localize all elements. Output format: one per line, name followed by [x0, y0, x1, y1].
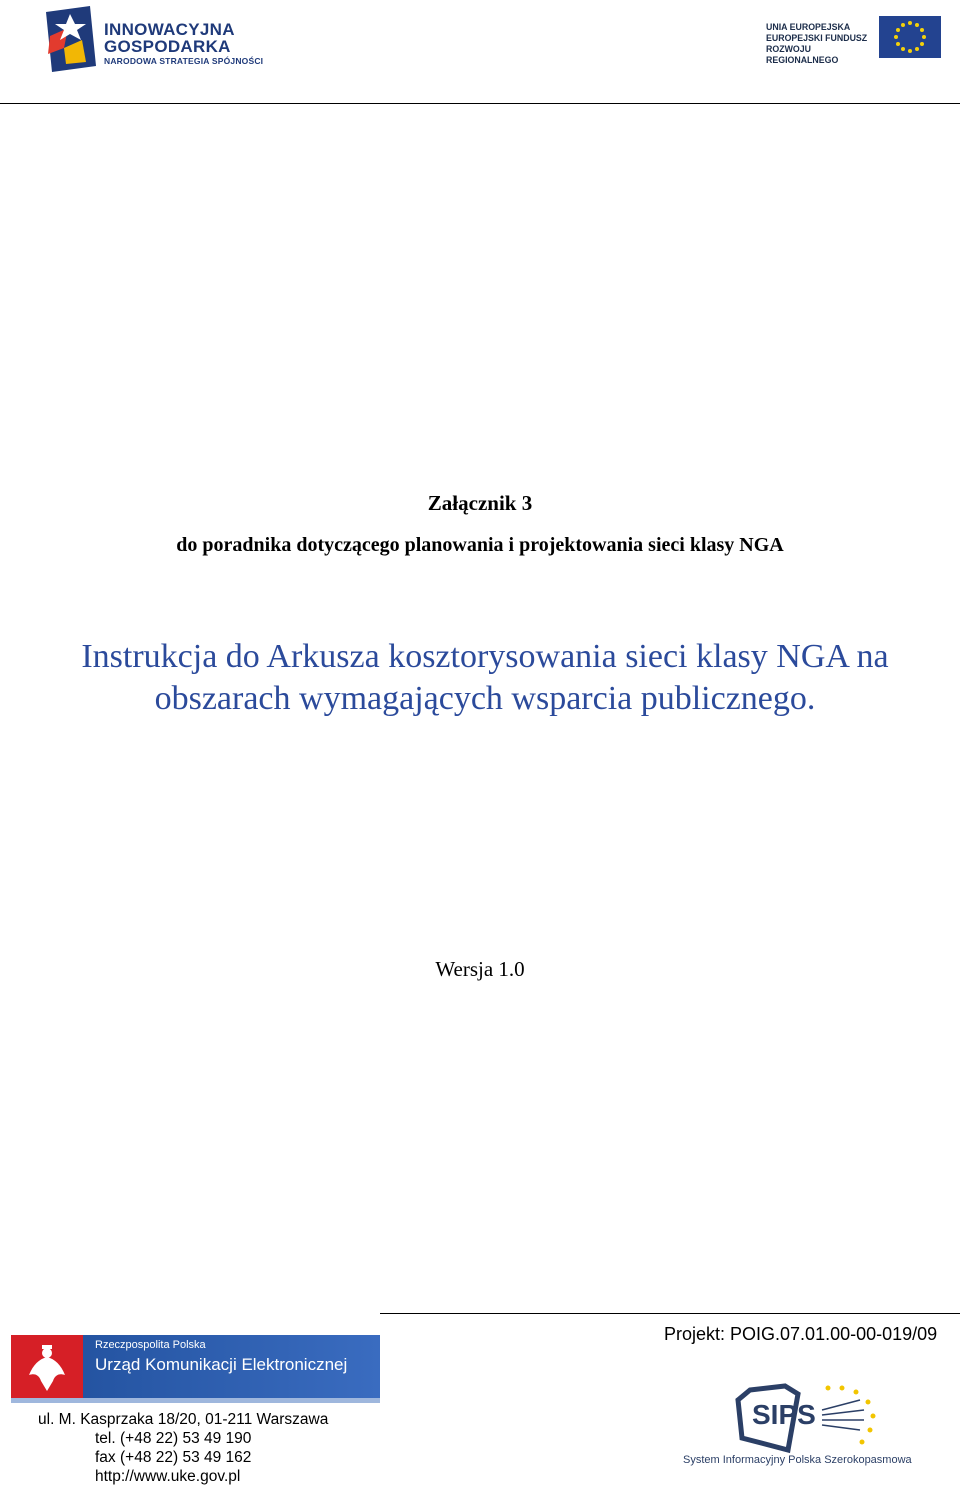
phone-line: tel. (+48 22) 53 49 190	[95, 1430, 252, 1447]
sips-logo	[730, 1380, 880, 1458]
uke-office-name: Urząd Komunikacji Elektronicznej	[95, 1355, 348, 1374]
footer-divider	[380, 1313, 960, 1314]
website-link[interactable]: http://www.uke.gov.pl	[95, 1468, 241, 1485]
address-line: ul. M. Kasprzaka 18/20, 01-211 Warszawa	[38, 1411, 329, 1428]
uke-country: Rzeczpospolita Polska	[95, 1339, 206, 1351]
sips-wordmark: SIPS	[752, 1399, 816, 1430]
ue-line3: ROZWOJU REGIONALNEGO	[766, 44, 839, 65]
project-number: Projekt: POIG.07.01.00-00-019/09	[664, 1324, 938, 1344]
fax-line: fax (+48 22) 53 49 162	[95, 1449, 252, 1466]
eu-flag-icon	[879, 16, 941, 58]
ig-logo-line3: NARODOWA STRATEGIA SPÓJNOŚCI	[104, 56, 264, 66]
ue-logo-text	[766, 22, 876, 66]
sips-stars-icon	[826, 1386, 876, 1445]
document-version: Wersja 1.0	[435, 957, 525, 981]
document-title	[30, 636, 940, 720]
annex-subtitle: do poradnika dotyczącego planowania i projektowania sieci klasy NGA	[176, 534, 784, 556]
ig-logo-line2: GOSPODARKA	[104, 37, 231, 56]
document-title-line2: obszarach wymagających wsparcia publicznego.	[154, 680, 816, 717]
innowacyjna-gospodarka-emblem-icon	[42, 6, 102, 72]
document-title-line1: Instrukcja do Arkusza kosztorysowania sieci klasy NGA na	[81, 638, 889, 675]
annex-heading: Załącznik 3	[427, 491, 533, 515]
ig-logo-line1: INNOWACYJNA	[104, 20, 235, 39]
header-divider	[0, 103, 960, 104]
sips-caption: System Informacyjny Polska Szerokopasmowa	[683, 1454, 912, 1466]
uke-contact	[38, 1410, 328, 1486]
ue-line2: EUROPEJSKI FUNDUSZ	[766, 33, 868, 43]
ue-line1: UNIA EUROPEJSKA	[766, 22, 851, 32]
